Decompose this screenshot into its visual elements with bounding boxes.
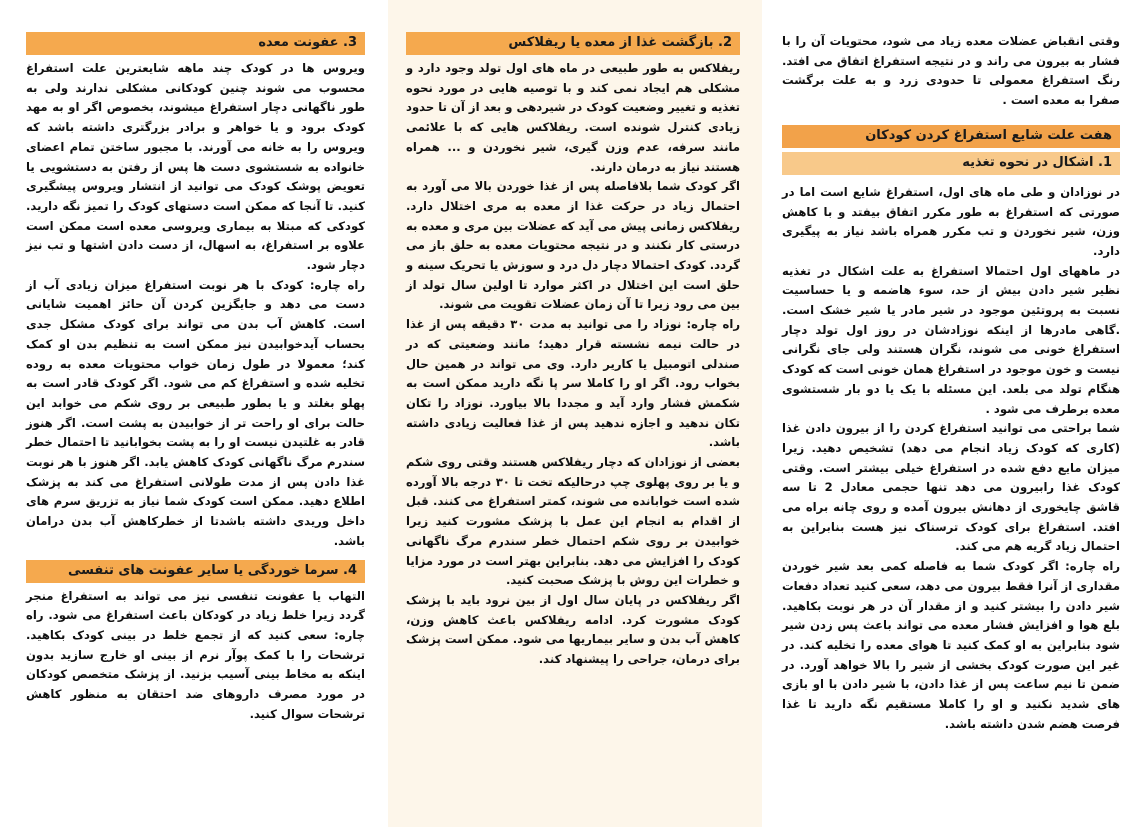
section3-paragraph-2: راه چاره: کودک با هر نوبت استفراغ میزان زیادی آب از دست می دهد و جایگزین کردن آن حائز اهمیت شایانی است. کاهش آب بدن می تواند برای کودک مشکل جدی بحساب آیدخوابیدن نیز ممکن است به تنظیم بدن او کمک کند؛ معمولا در طول زمان خواب محتویات معده به روده تخلیه شده و استفراغ کم می شود. اگر کودک قادر است به پهلو بغلتد و یا بطور طبیعی بر روی شکم می خوابد این حالت برای او راحت تر از خوابیدن به پشت است. اگر هنوز قادر به غلتیدن نیست او را به پشت بخوابانید تا احتمال خطر سندرم مرگ ناگهانی کودک کاهش یابد. اگر هنوز با هر نوبت غذا دادن پس از مدت طولانی استفراغ می کند به پزشک اطلاع دهید. ممکن است کودک شما نیاز به تزریق سرم های داخل وریدی داشته باشدتا از خطرکاهش آب بدن درامان باشد. (26, 277, 365, 548)
section2-paragraph-1: ریفلاکس به طور طبیعی در ماه های اول تولد وجود دارد و مشکلی هم ایجاد نمی کند و با توصیه هایی در مورد نحوه تغذیه و تغییر وضعیت کودک در شیردهی و بعد از آن تا حدود زیادی کنترل شونده است. ریفلاکس هایی که با علائمی مانند سرفه، عدم وزن گیری، شیر نخوردن و ... همراه هستند نیاز به درمان دارند. (406, 61, 740, 174)
section1-paragraph-4: راه چاره: اگر کودک شما به فاصله کمی بعد شیر خوردن مقداری از آنرا فقط بیرون می دهد، سعی کنید تعداد دفعات شیر دادن را بیشتر کنید و از مقدار آن در هر نوبت بکاهید. بلع هوا و افزایش فشار معده می تواند باعث پس زدن شیر شود بنابراین به او کمک کنید تا هوای معده را تخلیه کند. در غیر این صورت کودک بخشی از شیر را بالا خواهد آورد. در ضمن تا نیم ساعت پس از غذا دادن، با شیر دادن با او بازی های شدید نکنید و او را کاملا مستقیم نگه دارید تا غذا فرصت هضم شدن داشته باشد. (782, 559, 1120, 731)
section3-heading: 3. عفونت معده (26, 32, 365, 55)
section1-paragraph-2: در ماههای اول احتمالا استفراغ به علت اشکال در تغذیه نظیر شیر دادن بیش از حد، سوء هاضمه و یا حساسیت نسبت به پروتئین موجود در شیر مادر یا شیر خشک است. .گاهی مادرها از اینکه نوزادشان در روز اول تولد دچار استفراغ خونی می شوند، نگران هستند ولی جای نگرانی نیست و خون موجود در استفراغ همان خونی است که کودک هنگام تولد می بلعد. این مسئله با یک یا دو بار شستشوی معده برطرف می شود . (782, 263, 1120, 416)
section4-heading: 4. سرما خوردگی یا سایر عفونت های تنفسی (26, 560, 365, 583)
main-heading: هفت علت شایع استفراغ کردن کودکان (782, 125, 1120, 148)
section2-paragraph-5: اگر ریفلاکس در پایان سال اول از بین نرود باید با پزشک کودک مشورت کرد. ادامه ریفلاکس باعث کاهش وزن، کاهش آب بدن و سایر بیماریها می شود. ممکن است پزشک برای درمان، جراحی را پیشنهاد کند. (406, 592, 740, 667)
section2-paragraph-4: بعضی از نوزادان که دچار ریفلاکس هستند وقتی روی شکم و یا بر روی پهلوی چپ درحالیکه تخت تا ۳۰ درجه بالا آورده شده است خوابانده می شوند، کمتر استفراغ می کنند. قبل از اقدام به انجام این عمل با پزشک مشورت کنید زیرا خوابیدن بر روی شکم احتمال خطر سندرم مرگ ناگهانی کودک را افزایش می دهد. بنابراین بهتر است در مورد مزایا و خطرات این روش با پزشک صحبت کنید. (406, 455, 740, 588)
section4-paragraph-1: التهاب یا عفونت تنفسی نیز می تواند به استفراغ منجر گردد زیرا خلط زیاد در کودکان باعث استفراغ می شود. راه چاره: سعی کنید که از تجمع خلط در بینی کودک بکاهید. ترشحات را با کمک پوآر نرم از بینی او خارج سازید بدون اینکه به مخاط بینی آسیب بزنید. از پزشک متخصص کودکان در مورد مصرف داروهای ضد احتقان به منظور کاهش ترشحات سوال کنید. (26, 588, 365, 721)
right-panel (762, 0, 1142, 827)
section2-paragraph-3: راه چاره: نوزاد را می توانید به مدت ۳۰ دقیقه پس از غذا در حالت نیمه نشسته قرار دهید؛ مانند وضعیتی که در صندلی اتومبیل یا کاریر دارد. وی می تواند در همین حال بخواب رود. اگر او را کاملا سر پا نگه دارید ممکن است به شکمش فشار وارد آید و مجددا بالا بیاورد. نوزاد را تکان تکان ندهید و اجازه ندهید پس از غذا فعالیت زیادی داشته باشد. (406, 317, 740, 450)
intro-paragraph: وقتی انقباض عضلات معده زیاد می شود، محتویات آن را با فشار به بیرون می راند و در نتیجه استفراغ اتفاق می افتد. رنگ استفراغ معمولی تا حدودی زرد و به علت برگشت صفرا به معده است . (782, 34, 1120, 108)
section2-heading: 2. بازگشت غذا از معده یا ریفلاکس (406, 32, 740, 55)
left-panel (0, 0, 388, 827)
middle-panel (388, 0, 762, 827)
section2-paragraph-2: اگر کودک شما بلافاصله پس از غذا خوردن بالا می آورد به احتمال زیاد در حرکت غذا از معده به مری اختلال دارد. ریفلاکس زمانی پیش می آید که عضلات بین مری و معده به درستی کار نکنند و در نتیجه محتویات معده به حلق باز می گردد. کودک احتمالا دچار دل درد و سوزش یا تحریک سینه و حلق است این اختلال در اکثر موارد تا اولین سال تولد از بین می رود زیرا تا آن زمان عضلات تقویت می شوند. (406, 179, 740, 312)
section1-paragraph-1: در نوزادان و طی ماه های اول، استفراغ شایع است اما در صورتی که استفراغ به طور مکرر اتفاق بیفتد و با کاهش وزن، شیر نخوردن و تب مکرر همراه باشد نیاز به پیگیری دارد. (782, 184, 1120, 258)
section3-paragraph-1: ویروس ها در کودک چند ماهه شایعترین علت استفراغ محسوب می شوند چنین کودکانی مشکلی ندارند ولی به طور ناگهانی دچار استفراغ میشوند، بخصوص اگر او به مهد کودک برود و یا خواهر و برادر بزرگتری داشته باشد که ویروس را به خانه می آورند. با مجبور ساختن تمام اعضای خانواده به شستشوی دست ها پس از رفتن به دستشویی یا تعویض پوشک کودک می توانید از انتشار ویروس پیشگیری کنید. تا آنجا که ممکن است دستهای کودک را تمیز نگه دارید. کودکی که مبتلا به بیماری ویروسی معده است ممکن است علاوه بر استفراغ، به اسهال، از دست دادن اشتها و تب نیز دچار شود. (26, 61, 365, 273)
section1-paragraph-3: شما براحتی می توانید استفراغ کردن را از بیرون دادن غذا (کاری که کودک زیاد انجام می دهد) تشخیص دهید. زیرا میزان مایع دفع شده در استفراغ خیلی بیشتر است. وقتی کودک غذا رابیرون می دهد تنها حجمی معادل 2 تا سه قاشق چایخوری از دهانش بیرون آمده و روی چانه براه می افتد. استفراغ برای کودک ترسناک نیز هست بنابراین به احتمال زیاد گریه هم می کند. (782, 421, 1120, 554)
section1-heading: 1. اشکال در نحوه تغذیه (782, 152, 1120, 175)
